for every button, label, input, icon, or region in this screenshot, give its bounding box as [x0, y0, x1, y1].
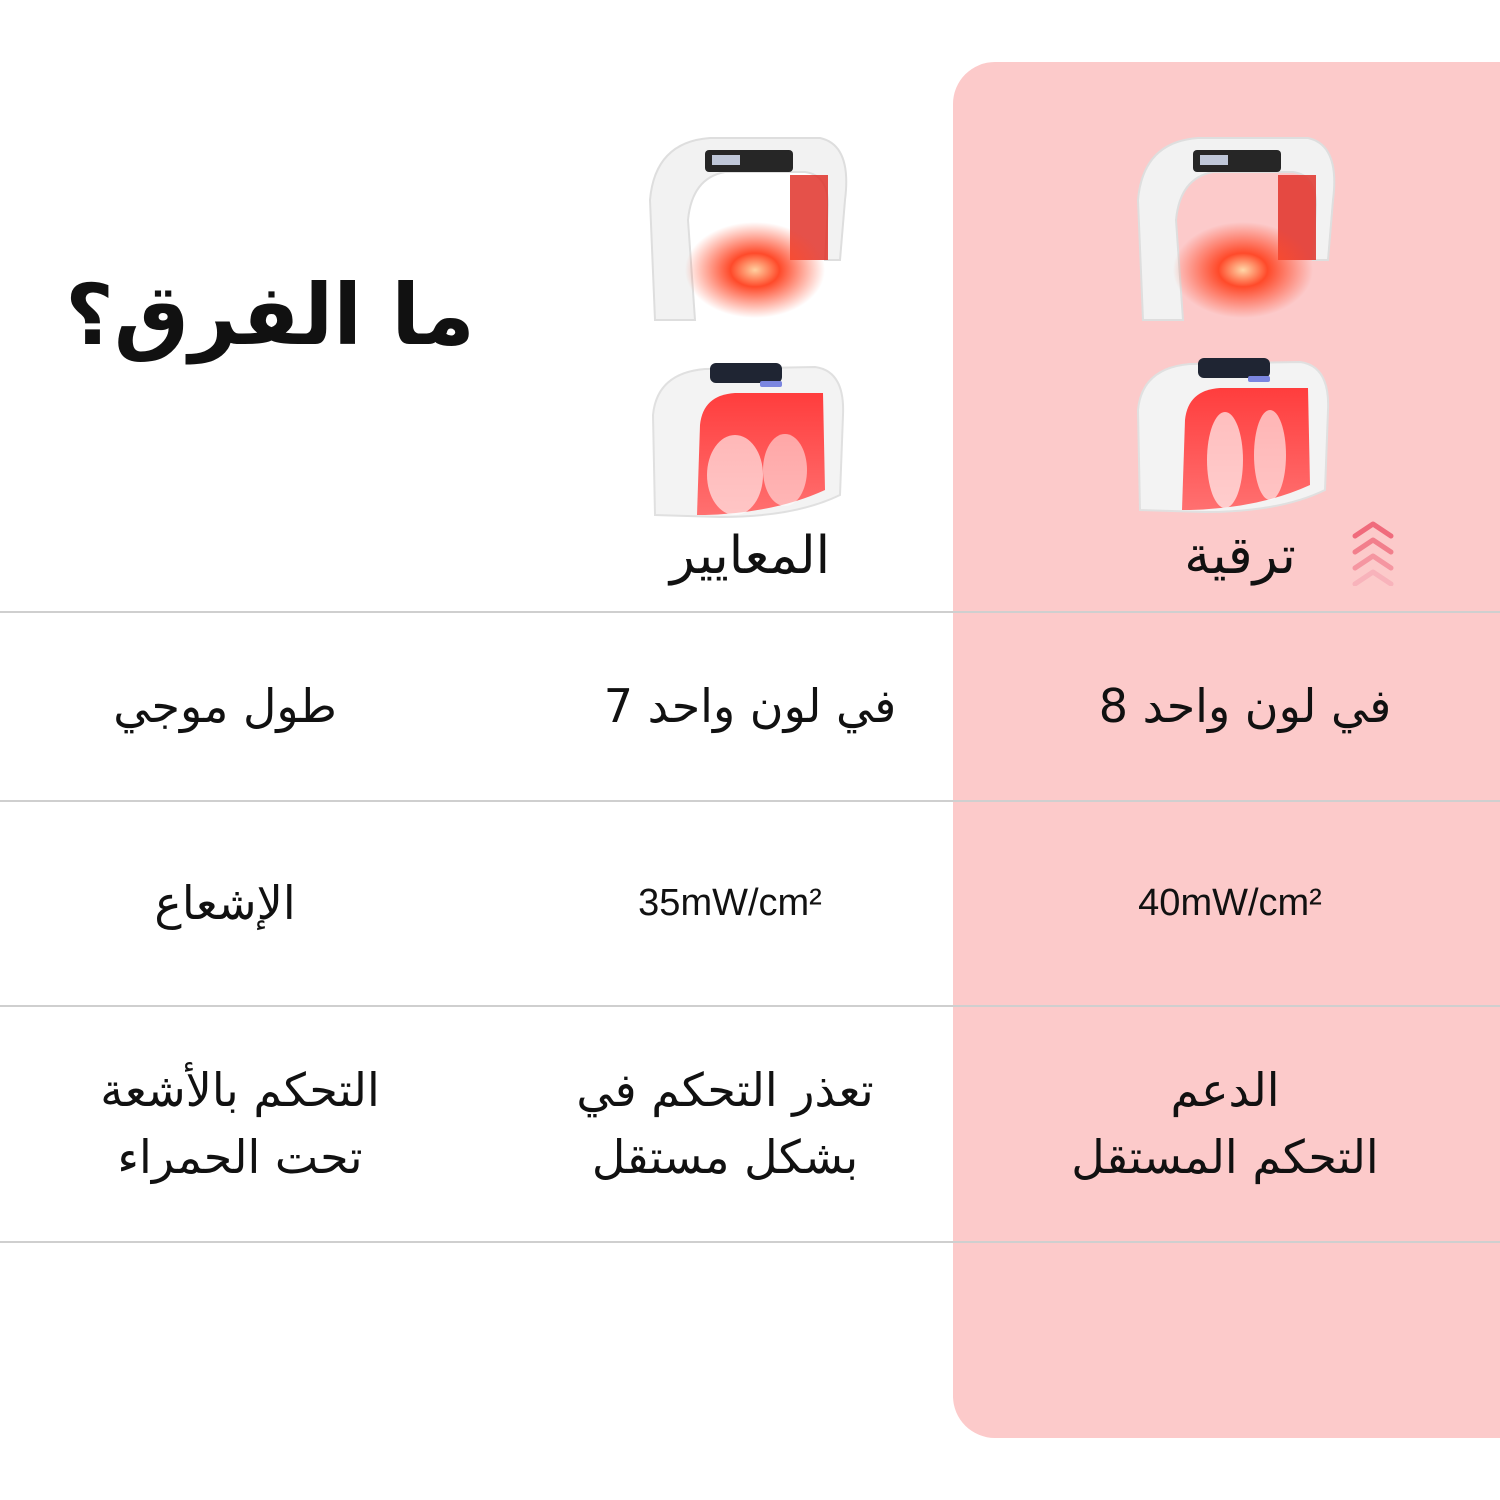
- upgrade-led-mask-steamer-image: [1130, 350, 1345, 525]
- row-label-line: تحت الحمراء: [117, 1130, 363, 1184]
- standard-wavelength-value: في لون واحد 7: [603, 679, 897, 734]
- value-line: التحكم المستقل: [1071, 1130, 1379, 1184]
- standard-led-mask-steamer-image: [645, 355, 860, 530]
- row-label-infrared-control: [40, 1007, 440, 1241]
- double-chevron-up-icon: [1350, 518, 1396, 586]
- value-line: بشكل مستقل: [591, 1130, 859, 1184]
- value-line: الدعم: [1170, 1063, 1280, 1118]
- upgrade-column-header: ترقية: [1184, 526, 1296, 586]
- upgrade-irradiance-value: 40mW/cm²: [1138, 881, 1322, 924]
- standard-irradiance-value: 35mW/cm²: [638, 881, 822, 924]
- upgrade-wavelength-value: في لون واحد 8: [1098, 679, 1392, 734]
- standard-column-header: المعايير: [669, 526, 831, 586]
- row-label-wavelength: طول موجي: [113, 679, 337, 734]
- value-line: تعذر التحكم في: [576, 1063, 874, 1118]
- row-label-irradiance: الإشعاع: [154, 876, 296, 931]
- row-label-line: التحكم بالأشعة: [100, 1063, 380, 1118]
- upgrade-led-mask-arch-image: [1118, 120, 1358, 340]
- standard-led-mask-arch-image: [630, 120, 870, 340]
- page-title: ما الفرق؟: [65, 266, 475, 364]
- table-divider: [0, 1241, 1500, 1243]
- standard-infrared-control-value: [520, 1007, 930, 1241]
- upgrade-infrared-control-value: [1010, 1007, 1440, 1241]
